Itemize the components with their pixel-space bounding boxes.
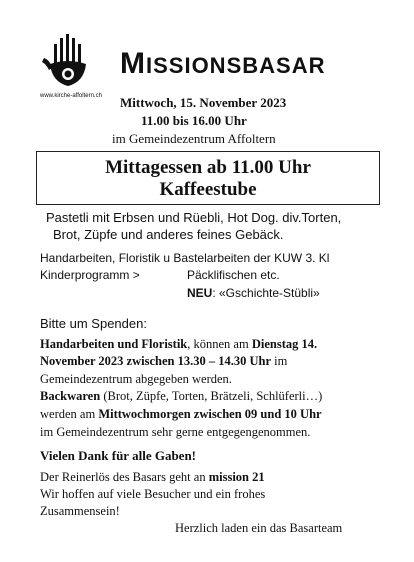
kids-value: Päcklifischen etc. (187, 268, 280, 282)
donations-text: (Brot, Züpfe, Torten, Brätzeli, Schlüferli…) (100, 389, 323, 403)
event-date: Mittwoch, 15. November 2023 (120, 95, 287, 110)
food-line-1: Pastetli mit Erbsen und Rüebli, Hot Dog. div.Torten, (46, 210, 342, 225)
donations-line-3: Gemeindezentrum abgegeben werden. (40, 372, 232, 386)
mission-bold: mission 21 (208, 470, 265, 484)
page-title (120, 47, 325, 81)
footer-line-3: Zusammensein! (40, 504, 120, 518)
lunch-line: Mittagessen ab 11.00 Uhr (105, 157, 311, 178)
signature: Herzlich laden ein das Basarteam (175, 521, 343, 535)
event-venue: im Gemeindezentrum Affoltern (112, 131, 276, 146)
logo-caption: www.kirche-affoltern.ch (40, 93, 102, 99)
donations-line-6: im Gemeindezentrum sehr gerne entgegengenommen. (40, 425, 311, 439)
title-initial: M (120, 47, 146, 80)
title-rest: ISSIONSBASAR (146, 53, 326, 78)
donations-line-4 (40, 389, 322, 404)
crafts-bold: Handarbeiten und Floristik (40, 337, 188, 351)
morning-bold: Mittwochmorgen zwischen 09 und 10 Uhr (98, 407, 322, 421)
church-logo (40, 34, 100, 96)
donations-text: im (271, 354, 288, 368)
donations-text: , können am (187, 337, 252, 351)
crafts-line: Handarbeiten, Floristik u Bastelarbeiten der KUW 3. Kl (40, 251, 330, 265)
lunch-box (36, 151, 380, 205)
footer-line-2: Wir hoffen auf viele Besucher und ein frohes (40, 487, 266, 501)
footer-line-1 (40, 470, 265, 485)
bakery-bold: Backwaren (40, 389, 101, 403)
footer-text: Der Reinerlös des Basars geht an (40, 470, 209, 484)
event-time: 11.00 bis 16.00 Uhr (141, 113, 247, 128)
time-bold: November 2023 zwischen 13.30 – 14.30 Uhr (40, 354, 271, 368)
new-label: NEU (187, 286, 213, 300)
new-line (187, 286, 320, 300)
date-bold: Dienstag 14. (251, 337, 318, 351)
donations-heading: Bitte um Spenden: (40, 316, 147, 331)
donations-line-5 (40, 407, 322, 422)
donations-text: werden am (40, 407, 99, 421)
thanks-line: Vielen Dank für alle Gaben! (40, 448, 197, 463)
donations-line-1 (40, 337, 317, 352)
donations-line-2 (40, 354, 287, 369)
food-line-2: Brot, Züpfe und anderes feines Gebäck. (53, 227, 284, 242)
kids-label: Kinderprogramm > (40, 268, 140, 282)
cafe-line: Kaffeestube (159, 179, 257, 200)
new-value: : «Gschichte-Stübli» (212, 286, 320, 300)
